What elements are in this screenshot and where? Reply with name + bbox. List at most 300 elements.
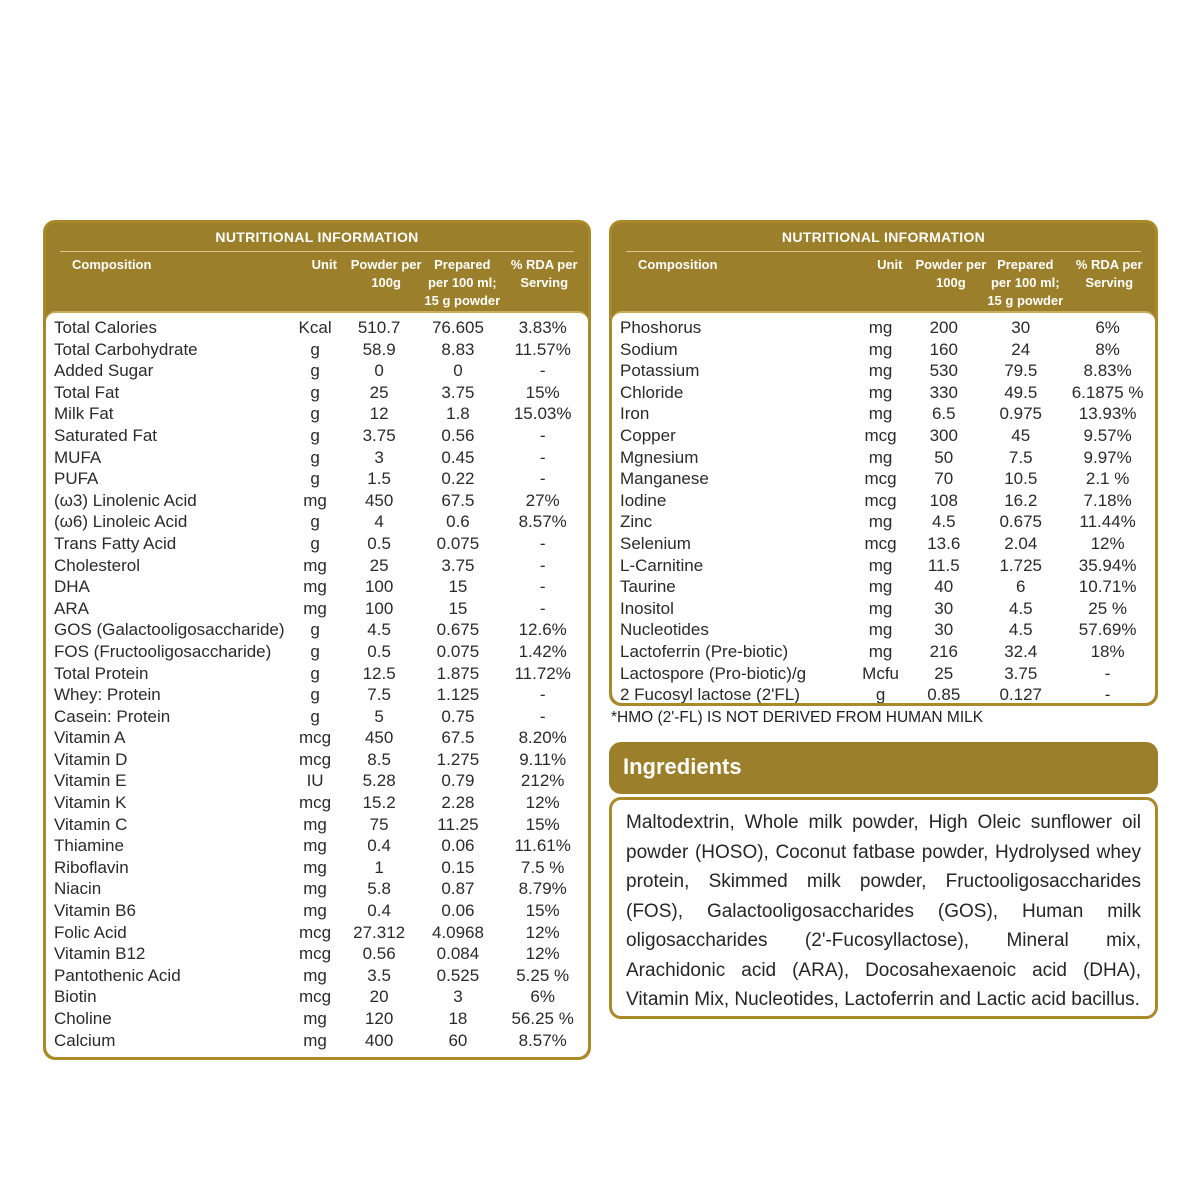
hmo-footnote: *HMO (2'-FL) IS NOT DERIVED FROM HUMAN MILK [611, 709, 984, 726]
cell-unit: mg [868, 620, 893, 640]
cell-composition: 2 Fucosyl lactose (2'FL) [620, 685, 800, 705]
table-row [612, 317, 1155, 339]
cell-rda: 8.20% [518, 728, 567, 748]
cell-prepared: 0.084 [436, 944, 480, 964]
nutrition-table-left [43, 220, 591, 1060]
table-body [612, 311, 1155, 703]
header-composition: Composition [72, 257, 152, 272]
cell-unit: g [310, 512, 320, 532]
cell-rda: - [539, 598, 546, 618]
cell-rda: 8.57% [518, 1030, 567, 1050]
cell-powder: 0.4 [367, 836, 391, 856]
table-row [46, 533, 588, 555]
cell-prepared: 0.675 [999, 512, 1043, 532]
cell-rda: 11.44% [1079, 512, 1136, 532]
cell-powder: 30 [934, 598, 954, 618]
cell-rda: - [1104, 685, 1111, 705]
table-row [612, 360, 1155, 382]
cell-unit: g [310, 685, 320, 705]
cell-unit: mg [868, 641, 893, 661]
cell-rda: 3.83% [518, 318, 567, 337]
header-prepared: Prepared per 100 ml; 15 g powder [424, 257, 501, 308]
cell-prepared: 0.56 [441, 425, 475, 445]
cell-rda: 10.71% [1078, 577, 1137, 597]
cell-powder: 0.5 [367, 533, 391, 553]
cell-powder: 30 [934, 620, 954, 640]
cell-composition: Vitamin D [54, 749, 128, 769]
cell-prepared: 0.975 [999, 404, 1043, 424]
cell-composition: DHA [54, 577, 90, 597]
cell-rda: - [539, 447, 546, 467]
table-row [46, 814, 588, 836]
table-body [46, 311, 588, 1057]
table-row [612, 663, 1155, 685]
cell-prepared: 0.525 [436, 965, 480, 985]
cell-prepared: 10.5 [1004, 469, 1038, 489]
cell-composition: FOS (Fructooligosaccharide) [54, 641, 272, 661]
table-row [46, 792, 588, 814]
cell-composition: Sodium [620, 339, 678, 359]
cell-unit: mg [868, 382, 893, 402]
cell-unit: g [310, 382, 320, 402]
cell-unit: mg [303, 857, 327, 877]
table-row [612, 555, 1155, 577]
cell-unit: g [875, 685, 886, 705]
table-row [46, 576, 588, 598]
cell-rda: 6.1875 % [1071, 382, 1144, 402]
cell-powder: 70 [934, 469, 954, 489]
cell-prepared: 4.5 [1008, 598, 1033, 618]
table-row [612, 598, 1155, 620]
header-rda: % RDA per Serving [1075, 257, 1143, 290]
cell-powder: 0.85 [927, 685, 961, 705]
table-row [612, 533, 1155, 555]
cell-rda: - [539, 555, 546, 575]
cell-unit: g [310, 620, 320, 640]
cell-rda: - [1104, 663, 1111, 683]
cell-rda: 8.79% [518, 879, 567, 899]
cell-prepared: 0.127 [999, 685, 1043, 705]
table-row [46, 835, 588, 857]
cell-prepared: 0.22 [441, 469, 475, 489]
cell-composition: Choline [54, 1009, 112, 1028]
cell-rda: 8% [1095, 339, 1120, 359]
cell-rda: - [539, 469, 546, 489]
cell-composition: Total Carbohydrate [54, 339, 198, 359]
table-row [46, 770, 588, 792]
cell-unit: mcg [299, 944, 332, 964]
cell-rda: 7.5 % [520, 857, 565, 877]
cell-prepared: 30 [1011, 318, 1031, 337]
cell-prepared: 0.79 [441, 771, 475, 791]
cell-composition: Vitamin K [54, 793, 127, 813]
cell-unit: mg [868, 318, 893, 337]
table-row [46, 598, 588, 620]
table-row [612, 425, 1155, 447]
cell-unit: mg [303, 577, 327, 597]
cell-powder: 330 [929, 382, 958, 402]
table-row [46, 511, 588, 533]
cell-unit: mg [303, 1009, 327, 1028]
cell-powder: 75 [369, 814, 389, 834]
cell-prepared: 1.275 [436, 749, 480, 769]
cell-prepared: 1.875 [436, 663, 480, 683]
table-row [46, 965, 588, 987]
cell-unit: g [310, 339, 320, 359]
table-row [612, 382, 1155, 404]
cell-rda: 12% [525, 944, 560, 964]
cell-powder: 5.28 [362, 771, 396, 791]
cell-rda: 12% [525, 922, 560, 942]
cell-prepared: 0.06 [441, 901, 475, 921]
cell-unit: mcg [299, 922, 332, 942]
cell-rda: - [539, 706, 546, 726]
table-row [46, 382, 588, 404]
cell-unit: mg [303, 965, 327, 985]
cell-composition: Manganese [620, 469, 709, 489]
cell-rda: 1.42% [518, 641, 567, 661]
cell-unit: mg [303, 836, 327, 856]
table-row [46, 360, 588, 382]
cell-rda: 18% [1090, 641, 1125, 661]
cell-prepared: 3.75 [441, 382, 475, 402]
cell-powder: 450 [364, 490, 394, 510]
cell-prepared: 11.25 [437, 814, 479, 834]
cell-powder: 40 [934, 577, 954, 597]
ingredients-text: Maltodextrin, Whole milk powder, High Oleic sunflower oil powder (HOSO), Coconut fatbase powder, Hydrolysed whey protein, Skimmed milk powder, Fructooligosaccharides (FOS), Galactooligosaccharides (GOS), Human milk oligosaccharides (2'-Fucosyllactose), Mineral mix, Arachidonic acid (ARA), Docosahexaenoic acid (DHA), Vitamin Mix, Nucleotides, Lactoferrin and Lactic acid bacillus. [626, 812, 1141, 1010]
cell-prepared: 79.5 [1004, 361, 1038, 381]
table-row [46, 619, 588, 641]
cell-powder: 108 [929, 490, 958, 510]
cell-powder: 4.5 [367, 620, 391, 640]
cell-unit: IU [306, 771, 324, 791]
cell-powder: 5.8 [367, 879, 391, 899]
cell-powder: 160 [929, 339, 958, 359]
cell-powder: 120 [364, 1009, 394, 1028]
table-row [612, 684, 1155, 706]
cell-prepared: 76.605 [431, 318, 484, 337]
cell-prepared: 18 [448, 1009, 468, 1028]
cell-powder: 58.9 [362, 339, 396, 359]
cell-rda: - [539, 361, 546, 381]
cell-prepared: 45 [1011, 425, 1031, 445]
cell-composition: Added Sugar [54, 361, 154, 381]
cell-rda: 15% [525, 382, 560, 402]
cell-powder: 400 [364, 1030, 394, 1050]
cell-powder: 1.5 [367, 469, 391, 489]
cell-prepared: 3 [453, 987, 463, 1007]
cell-prepared: 1.125 [436, 685, 480, 705]
cell-prepared: 0.075 [436, 641, 480, 661]
table-row [46, 663, 588, 685]
cell-unit: mcg [299, 728, 332, 748]
cell-unit: mg [868, 512, 893, 532]
ingredients-title: Ingredients [623, 754, 742, 779]
cell-rda: 212% [520, 771, 565, 791]
cell-powder: 4.5 [931, 512, 956, 532]
table-row [46, 727, 588, 749]
table-row [46, 943, 588, 965]
cell-rda: - [539, 425, 546, 445]
cell-composition: Lactospore (Pro-biotic)/g [620, 663, 807, 683]
cell-powder: 300 [929, 425, 958, 445]
cell-unit: g [310, 447, 320, 467]
cell-prepared: 4.0968 [431, 922, 484, 942]
header-powder: Powder per 100g [915, 257, 987, 290]
cell-composition: MUFA [54, 447, 102, 467]
cell-rda: - [539, 533, 546, 553]
header-composition: Composition [638, 257, 718, 272]
cell-prepared: 67.5 [441, 490, 475, 510]
cell-composition: Zinc [620, 512, 653, 532]
cell-powder: 100 [364, 577, 394, 597]
table-row [612, 511, 1155, 533]
table-row [612, 339, 1155, 361]
cell-unit: Mcfu [862, 663, 899, 683]
cell-unit: mcg [864, 533, 897, 553]
cell-unit: mg [868, 404, 893, 424]
cell-composition: Chloride [620, 382, 684, 402]
cell-composition: Biotin [54, 987, 97, 1007]
cell-powder: 7.5 [367, 685, 391, 705]
cell-composition: Total Fat [54, 382, 120, 402]
table-row [612, 490, 1155, 512]
cell-powder: 27.312 [353, 922, 406, 942]
cell-unit: g [310, 404, 320, 424]
cell-unit: mg [868, 598, 893, 618]
cell-rda: 9.97% [1083, 447, 1132, 467]
cell-rda: 11.61% [514, 836, 571, 856]
cell-prepared: 0.075 [436, 533, 480, 553]
table-row [46, 490, 588, 512]
cell-powder: 510.7 [357, 318, 401, 337]
cell-rda: 7.18% [1083, 490, 1132, 510]
cell-unit: g [310, 361, 320, 381]
cell-composition: Taurine [620, 577, 676, 597]
cell-unit: mcg [299, 793, 332, 813]
cell-unit: mg [303, 814, 327, 834]
table-row [46, 857, 588, 879]
cell-composition: Total Calories [54, 318, 157, 337]
cell-prepared: 15 [448, 598, 468, 618]
cell-rda: 5.25 % [516, 965, 570, 985]
cell-powder: 3 [374, 447, 384, 467]
cell-powder: 0.56 [362, 944, 396, 964]
title-divider [626, 251, 1141, 252]
cell-prepared: 2.28 [441, 793, 475, 813]
cell-powder: 13.6 [927, 533, 961, 553]
table-row [46, 1030, 588, 1052]
cell-unit: mg [868, 339, 893, 359]
title-divider [60, 251, 574, 252]
cell-prepared: 60 [448, 1030, 468, 1050]
cell-powder: 11.5 [927, 555, 960, 575]
cell-prepared: 3.75 [1004, 663, 1038, 683]
cell-prepared: 67.5 [441, 728, 475, 748]
cell-composition: Nucleotides [620, 620, 709, 640]
cell-rda: 35.94% [1078, 555, 1137, 575]
cell-unit: mcg [299, 749, 332, 769]
cell-powder: 0.5 [367, 641, 391, 661]
cell-prepared: 6 [1016, 577, 1026, 597]
cell-powder: 25 [369, 555, 389, 575]
table-row [46, 447, 588, 469]
nutrition-table-right [609, 220, 1158, 706]
table-row [46, 878, 588, 900]
header-rda: % RDA per Serving [510, 257, 578, 290]
cell-rda: - [539, 577, 546, 597]
cell-composition: (ω6) Linoleic Acid [54, 512, 188, 532]
table-row [46, 1008, 588, 1030]
cell-prepared: 0.675 [436, 620, 480, 640]
table-header [612, 252, 1155, 310]
cell-rda: 57.69% [1078, 620, 1137, 640]
cell-powder: 3.75 [362, 425, 396, 445]
cell-rda: 25 % [1088, 598, 1127, 618]
table-row [46, 900, 588, 922]
cell-prepared: 3.75 [441, 555, 475, 575]
cell-unit: mcg [299, 987, 332, 1007]
cell-prepared: 15 [448, 577, 468, 597]
cell-prepared: 0.06 [441, 836, 475, 856]
cell-powder: 1 [374, 857, 384, 877]
table-row [612, 641, 1155, 663]
cell-composition: Pantothenic Acid [54, 965, 181, 985]
cell-composition: Iodine [620, 490, 667, 510]
cell-composition: Vitamin A [54, 728, 126, 748]
cell-composition: PUFA [54, 469, 99, 489]
cell-rda: 9.11% [519, 749, 567, 769]
cell-unit: mg [303, 598, 327, 618]
cell-rda: 12% [525, 793, 560, 813]
cell-composition: Inositol [620, 598, 674, 618]
table-row [46, 403, 588, 425]
cell-rda: 15% [525, 814, 560, 834]
cell-prepared: 7.5 [1008, 447, 1033, 467]
cell-composition: Folic Acid [54, 922, 127, 942]
cell-prepared: 4.5 [1008, 620, 1033, 640]
cell-prepared: 0.6 [446, 512, 470, 532]
cell-rda: 56.25 % [511, 1009, 574, 1028]
table-row [46, 641, 588, 663]
cell-composition: Riboflavin [54, 857, 129, 877]
cell-rda: 8.57% [518, 512, 567, 532]
cell-unit: mg [868, 555, 893, 575]
cell-powder: 0.4 [367, 901, 391, 921]
cell-powder: 20 [369, 987, 389, 1007]
cell-rda: 11.57% [514, 339, 571, 359]
cell-composition: Mgnesium [620, 447, 699, 467]
table-row [612, 447, 1155, 469]
cell-composition: Calcium [54, 1030, 116, 1050]
cell-unit: mg [868, 361, 893, 381]
cell-composition: Saturated Fat [54, 425, 158, 445]
cell-unit: g [310, 425, 320, 445]
cell-rda: 8.83% [1083, 361, 1132, 381]
cell-rda: 13.93% [1078, 404, 1137, 424]
cell-prepared: 8.83 [441, 339, 475, 359]
cell-powder: 100 [364, 598, 394, 618]
cell-unit: mg [868, 447, 893, 467]
cell-rda: 27% [525, 490, 560, 510]
table-row [46, 468, 588, 490]
cell-rda: 12.6% [518, 620, 567, 640]
table-title: NUTRITIONAL INFORMATION [781, 229, 986, 245]
cell-rda: 6% [530, 987, 555, 1007]
ingredients-box [609, 797, 1158, 1019]
table-row [46, 339, 588, 361]
cell-unit: mg [303, 1030, 327, 1050]
cell-prepared: 1.8 [446, 404, 470, 424]
cell-prepared: 0.15 [441, 857, 475, 877]
cell-powder: 12.5 [362, 663, 396, 683]
cell-composition: Vitamin B12 [54, 944, 146, 964]
table-row [46, 986, 588, 1008]
table-row [612, 403, 1155, 425]
cell-rda: 15% [525, 901, 560, 921]
cell-unit: g [310, 533, 320, 553]
cell-composition: Milk Fat [54, 404, 114, 424]
cell-prepared: 0.75 [441, 706, 475, 726]
cell-composition: Iron [620, 404, 650, 424]
table-row [46, 555, 588, 577]
cell-unit: mg [868, 577, 893, 597]
header-unit: Unit [877, 257, 903, 272]
cell-prepared: 0 [453, 361, 463, 381]
cell-unit: Kcal [298, 318, 332, 337]
cell-powder: 12 [369, 404, 389, 424]
cell-prepared: 1.725 [999, 555, 1043, 575]
cell-powder: 25 [369, 382, 389, 402]
cell-unit: mcg [864, 490, 897, 510]
cell-composition: L-Carnitine [620, 555, 704, 575]
cell-unit: mcg [864, 425, 897, 445]
table-row [46, 317, 588, 339]
table-row [46, 706, 588, 728]
cell-composition: Trans Fatty Acid [54, 533, 177, 553]
cell-composition: Phoshorus [620, 318, 702, 337]
cell-prepared: 0.87 [441, 879, 475, 899]
header-powder: Powder per 100g [350, 257, 422, 290]
cell-composition: (ω3) Linolenic Acid [54, 490, 197, 510]
cell-prepared: 32.4 [1004, 641, 1038, 661]
cell-composition: Potassium [620, 361, 700, 381]
cell-powder: 4 [374, 512, 384, 532]
cell-unit: mcg [864, 469, 897, 489]
cell-composition: Copper [620, 425, 676, 445]
table-header [46, 252, 588, 310]
table-row [612, 619, 1155, 641]
header-unit: Unit [311, 257, 337, 272]
cell-unit: g [310, 641, 320, 661]
cell-powder: 200 [929, 318, 958, 337]
cell-rda: - [539, 685, 546, 705]
cell-powder: 6.5 [931, 404, 956, 424]
cell-composition: Lactoferrin (Pre-biotic) [620, 641, 789, 661]
cell-unit: g [310, 663, 320, 683]
cell-powder: 25 [934, 663, 954, 683]
cell-prepared: 0.45 [441, 447, 475, 467]
cell-composition: Niacin [54, 879, 102, 899]
cell-composition: Total Protein [54, 663, 149, 683]
cell-prepared: 16.2 [1004, 490, 1038, 510]
cell-powder: 530 [929, 361, 958, 381]
cell-unit: mg [303, 901, 327, 921]
cell-rda: 12% [1090, 533, 1125, 553]
table-title: NUTRITIONAL INFORMATION [215, 229, 419, 245]
cell-composition: GOS (Galactooligosaccharide) [54, 620, 285, 640]
cell-rda: 9.57% [1083, 425, 1132, 445]
